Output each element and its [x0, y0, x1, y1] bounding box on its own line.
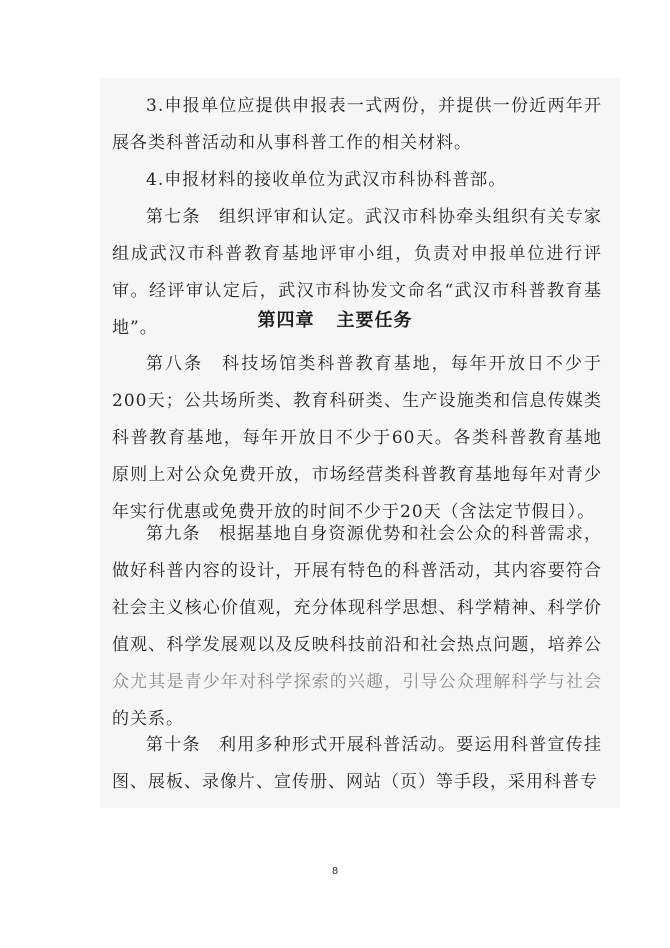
paragraph-article-9: [112, 516, 602, 738]
paragraph-article-7: 第七条 组织评审和认定。武汉市科协牵头组织有关专家组成武汉市科普教育基地评审小组，负责对申报单位进行评审。经评审认定后，武汉市科协发文命名“武汉市科普教育基地”。: [112, 207, 602, 338]
chapter-heading: [0, 309, 670, 333]
paragraph-article-10: 第十条 利用多种形式开展科普活动。要运用科普宣传挂图、展板、录像片、宣传册、网站（页）等手段，采用科普专: [112, 735, 602, 792]
article-9-end-text: 的关系。: [112, 709, 184, 729]
chapter-number: 第四章: [257, 310, 315, 331]
paragraph-article-8: 第八条 科技场馆类科普教育基地，每年开放日不少于200天；公共场所类、教育科研类、生产设施类和信息传媒类科普教育基地，每年开放日不少于60天。各类科普教育基地原则上对公众免费开放，市场经营类科普教育基地每年对青少年实行优惠或免费开放的时间不少于20天（含法定节假日）。: [112, 354, 602, 522]
paragraph-receiving-unit: 4.申报材料的接收单位为武汉市科协科普部。: [146, 170, 507, 190]
chapter-title: 主要任务: [336, 310, 413, 331]
article-9-main-text: 第九条 根据基地自身资源优势和社会公众的科普需求，做好科普内容的设计，开展有特色的科普活动，其内容要符合社会主义核心价值观，充分体现科学思想、科学精神、科学价值观、科学发展观以及反映科技前沿和社会热点问题，培养公: [112, 524, 602, 655]
page-number: 8: [331, 866, 339, 877]
article-9-faded-text: 众尤其是青少年对科学探索的兴趣，引导公众理解科学与社会: [112, 672, 602, 692]
paragraph-application-materials: 3.申报单位应提供申报表一式两份，并提供一份近两年开展各类科普活动和从事科普工作的相关材料。: [112, 96, 602, 153]
